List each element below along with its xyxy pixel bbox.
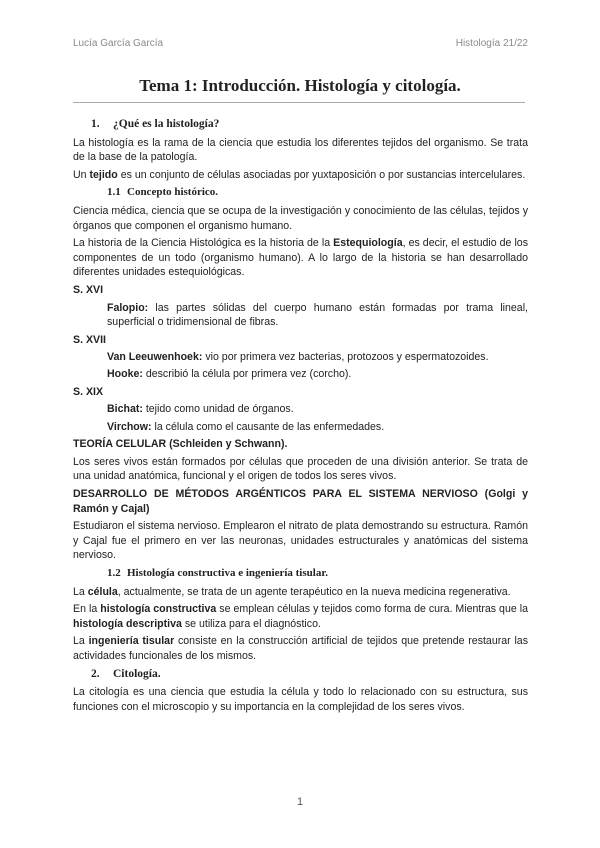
text-run: vio por primera vez bacterias, protozoos y espermatozoides. (202, 351, 489, 364)
section-number: 1.2 (107, 567, 121, 580)
century-label-xix: S. XIX (73, 385, 104, 398)
section-title: Histología constructiva e ingeniería tisular. (127, 567, 328, 580)
paragraph (107, 350, 528, 365)
text-run: En la (73, 603, 101, 616)
paragraph (73, 168, 528, 183)
paragraph (107, 420, 528, 435)
bold-term: ingeniería tisular (88, 635, 175, 648)
paragraph: Ciencia médica, ciencia que se ocupa de la investigación y conocimiento de las células, tejidos y órganos que componen el organismo humano. (73, 204, 528, 232)
paragraph: La histología es la rama de la ciencia que estudia los diferentes tejidos del organismo. Se trata de la base de la patología. (73, 136, 528, 164)
text-run: es un conjunto de células asociadas por yuxtaposición o por sustancias intercelulares. (117, 168, 526, 181)
title-divider (73, 102, 525, 103)
text-run: La historia de la Ciencia Histológica es la historia de la (73, 237, 334, 250)
text-run: la célula como el causante de las enfermedades. (151, 420, 385, 433)
bold-term: histología constructiva (100, 603, 217, 616)
text-run: , es decir, el estudio de los componentes de un todo (organismo humano). A lo largo de la historia se han desarrollado diferentes unidades estequiológicas. (73, 237, 528, 279)
text-run: se emplean células y tejidos como forma de cura. Mientras que la (216, 603, 528, 616)
text-run: La (73, 635, 89, 648)
section-title: Citología. (113, 667, 161, 680)
bold-term: Estequiología (333, 237, 403, 250)
section-number: 2. (91, 667, 100, 680)
bold-term: Virchow: (107, 420, 152, 433)
section-1-1-heading (107, 185, 528, 200)
paragraph: La citología es una ciencia que estudia la célula y todo lo relacionado con su estructura, sus funciones con el microscopio y su importancia en la complejidad de los seres vivos. (73, 686, 528, 713)
bold-term: histología descriptiva (73, 617, 182, 630)
bold-term: Hooke: (107, 367, 143, 380)
paragraph (73, 634, 528, 663)
section-title: ¿Qué es la histología? (113, 118, 220, 130)
text-run: Un (73, 168, 90, 181)
section-title: Concepto histórico. (127, 186, 219, 199)
teoria-celular-heading: TEORÍA CELULAR (Schleiden y Schwann). (73, 438, 288, 451)
paragraph (73, 236, 528, 280)
section-1-2-heading (107, 566, 528, 581)
document-body (73, 117, 528, 717)
section-number: 1.1 (107, 186, 121, 199)
header-course: Histología 21/22 (455, 38, 528, 49)
century-label-xvi: S. XVI (73, 283, 104, 296)
page-number: 1 (296, 796, 304, 808)
paragraph (107, 367, 528, 382)
section-number: 1. (91, 118, 100, 130)
text-run: se utiliza para el diagnóstico. (181, 617, 321, 630)
bold-term: Bichat: (107, 403, 143, 416)
page-title: Tema 1: Introducción. Histología y citología. (139, 76, 461, 95)
paragraph: Los seres vivos están formados por células que proceden de una división anterior. Se trata de una unidad anatómica, funcional y el origen de todos los seres vivos. (73, 455, 528, 483)
section-1-heading (91, 117, 528, 132)
header-author: Lucía García García (73, 38, 164, 49)
desarrollo-heading: DESARROLLO DE MÉTODOS ARGÉNTICOS PARA EL SISTEMA NERVIOSO (Golgi y Ramón y Cajal) (73, 488, 528, 515)
bold-term: tejido (89, 168, 118, 181)
section-2-heading (91, 667, 528, 682)
century-label-xvii: S. XVII (73, 333, 106, 346)
text-run: describió la célula por primera vez (corcho). (142, 367, 352, 380)
text-run: , actualmente, se trata de un agente terapéutico en la nueva medicina regenerativa. (117, 585, 511, 598)
paragraph (107, 402, 528, 417)
paragraph: Estudiaron el sistema nervioso. Emplearon el nitrato de plata demostrando su estructura. Ramón y Cajal fue el primero en ver las neuronas, unidades estructurales y anatómicas del sistema nervioso. (73, 520, 528, 562)
bold-term: Falopio: (107, 301, 149, 314)
text-run: tejido como unidad de órganos. (142, 403, 294, 416)
paragraph (107, 301, 528, 330)
bold-term: Van Leeuwenhoek: (107, 351, 203, 364)
text-run: las partes sólidas del cuerpo humano están formadas por trama lineal, superficial o tridimensional de fibras. (107, 301, 528, 329)
text-run: consiste en la construcción artificial de tejidos que pretende restaurar las actividades funcionales de los mismos. (73, 635, 528, 662)
text-run: La (73, 585, 88, 598)
paragraph (73, 602, 528, 631)
paragraph (73, 585, 528, 600)
bold-term: célula (87, 585, 118, 598)
